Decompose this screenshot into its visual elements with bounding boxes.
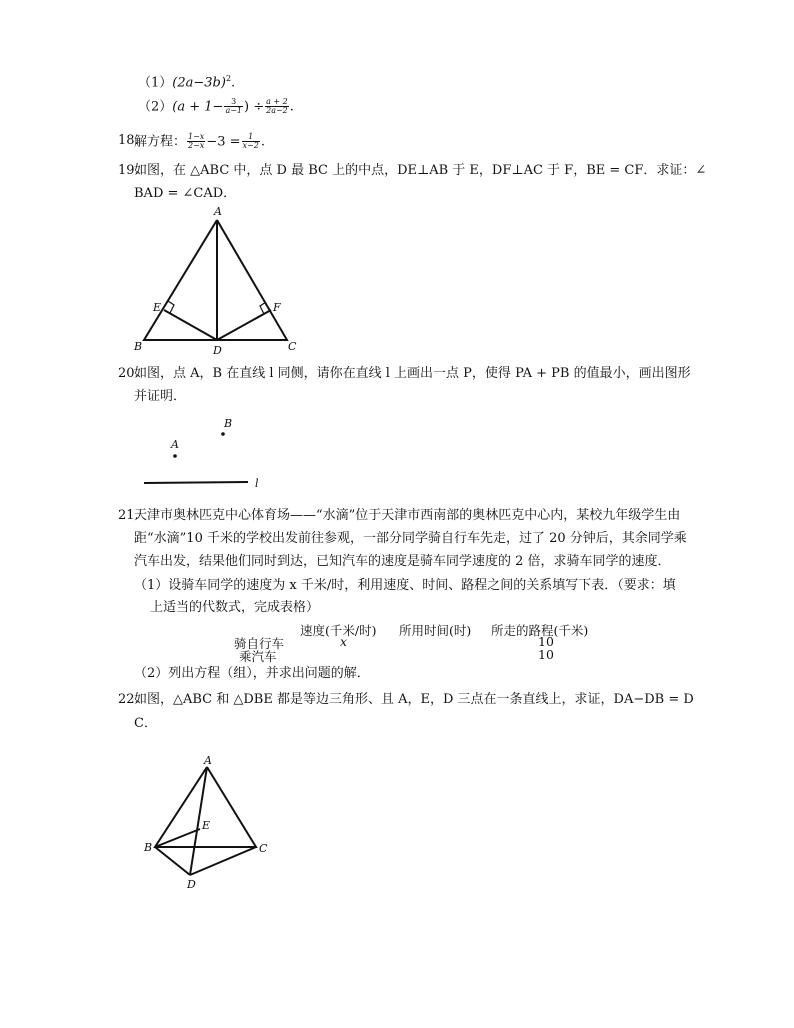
line-l [144, 482, 248, 483]
label-e: E [202, 819, 211, 832]
problem-20-line-2: 并证明． [134, 389, 187, 404]
label-b: B [134, 340, 143, 353]
equation-middle: −3 = [206, 134, 241, 150]
period: . [260, 134, 265, 150]
label-b: B [224, 417, 233, 430]
fraction-1 [224, 98, 243, 116]
problem-20-line-1: 如图，点 A，B 在直线 l 同侧，请你在直线 l 上画出一点 P，使得 PA + PB 的值最小，画出图形 [134, 366, 691, 381]
point-b [221, 432, 225, 436]
label-a: A [204, 754, 212, 767]
right-angle-mark-e [168, 301, 174, 313]
point-a [173, 454, 177, 458]
denominator: x−2 [242, 141, 259, 151]
label-b: B [144, 841, 153, 854]
fraction-2 [242, 133, 260, 151]
numerator: 1 [242, 133, 260, 142]
numerator: a + 2 [266, 97, 288, 106]
period: . [231, 75, 236, 91]
numerator: 3 [224, 98, 243, 107]
problem-19-line-1: 如图，在 △ABC 中，点 D 最 BC 上的中点，DE⊥AB 于 E，DF⊥AC 于 F，BE = CF．求证：∠ [134, 163, 707, 178]
problem-17-part-2 [138, 98, 294, 116]
fraction-1 [187, 133, 205, 151]
problem-19-line-2: BAD = ∠CAD． [134, 186, 237, 201]
label-c: C [288, 340, 297, 353]
period: . [289, 99, 294, 115]
label-f: F [273, 301, 281, 314]
fraction-2 [265, 98, 289, 116]
part-label: （1） [138, 75, 173, 91]
expression: (2a−3b) [172, 75, 226, 91]
problem-21-line-3: 汽车出发，结果他们同时到达，已知汽车的速度是骑车同学速度的 2 倍，求骑车同学的速度． [134, 554, 671, 569]
problem-21-line-2: 距“水滴”10 千米的学校出发前往参观，一部分同学骑自行车先走，过了 20 分钟后，其余同学乘 [134, 531, 687, 546]
label-a: A [171, 438, 179, 451]
label-d: D [213, 344, 222, 357]
problem-22-line-1: 如图，△ABC 和 △DBE 都是等边三角形、且 A，E，D 三点在一条直线上，求证，DA−DB = D [134, 692, 694, 707]
label-a: A [214, 205, 222, 218]
problem-21-sub-1-line-2: 上适当的代数式，完成表格） [150, 600, 320, 615]
label-d: D [187, 878, 196, 891]
problem-19-number: 19. [118, 163, 139, 178]
exponent: 2 [225, 74, 232, 83]
problem-18-number: 18. [118, 133, 139, 148]
problem-22-line-2: C． [134, 716, 157, 731]
segment-de [164, 310, 217, 340]
label-l: l [255, 477, 259, 490]
denominator: 2a−2 [266, 106, 288, 116]
figure-22-equilateral [138, 752, 278, 897]
problem-17-part-1 [138, 74, 235, 91]
expression-open: (a + 1− [172, 99, 224, 115]
label-e: E [153, 301, 162, 314]
segment-df [217, 310, 271, 340]
denominator: a−1 [225, 106, 242, 116]
problem-21-line-1: 天津市奥林匹克中心体育场——“水滴”位于天津市西南部的奥林匹克中心内，某校九年级学生由 [134, 508, 681, 523]
figure-20-points-line [140, 410, 280, 490]
row-car-label: 乘汽车 [239, 649, 277, 664]
figure-19-triangle [130, 203, 300, 358]
problem-20-number: 20. [118, 366, 139, 381]
prompt: 解方程： [134, 134, 187, 150]
row-bike-speed: x [340, 634, 348, 649]
row-bike-distance: 10 [538, 634, 554, 649]
expression-close: ) ÷ [244, 99, 265, 115]
problem-18-text [134, 133, 265, 151]
triangle-abc [144, 220, 287, 340]
segment-bd [155, 847, 190, 875]
header-speed: 速度(千米/时) [300, 623, 377, 638]
part-label: （2） [138, 99, 173, 115]
row-car-distance: 10 [538, 647, 554, 662]
numerator: 1−x [188, 132, 205, 141]
problem-21-number: 21. [118, 508, 139, 523]
problem-21-sub-1-line-1: （1）设骑车同学的速度为 x 千米/时，利用速度、时间、路程之间的关系填写下表．（要求：填 [134, 578, 676, 593]
header-distance: 所走的路程(千米) [491, 623, 589, 638]
header-time: 所用时间(时) [399, 623, 472, 638]
label-c: C [259, 842, 268, 855]
denominator: 2−x [188, 141, 205, 151]
row-bike-label: 骑自行车 [234, 636, 285, 651]
problem-21-sub-2: （2）列出方程（组），并求出问题的解． [134, 666, 370, 681]
segment-dc [190, 847, 256, 875]
problem-22-number: 22. [118, 692, 139, 707]
